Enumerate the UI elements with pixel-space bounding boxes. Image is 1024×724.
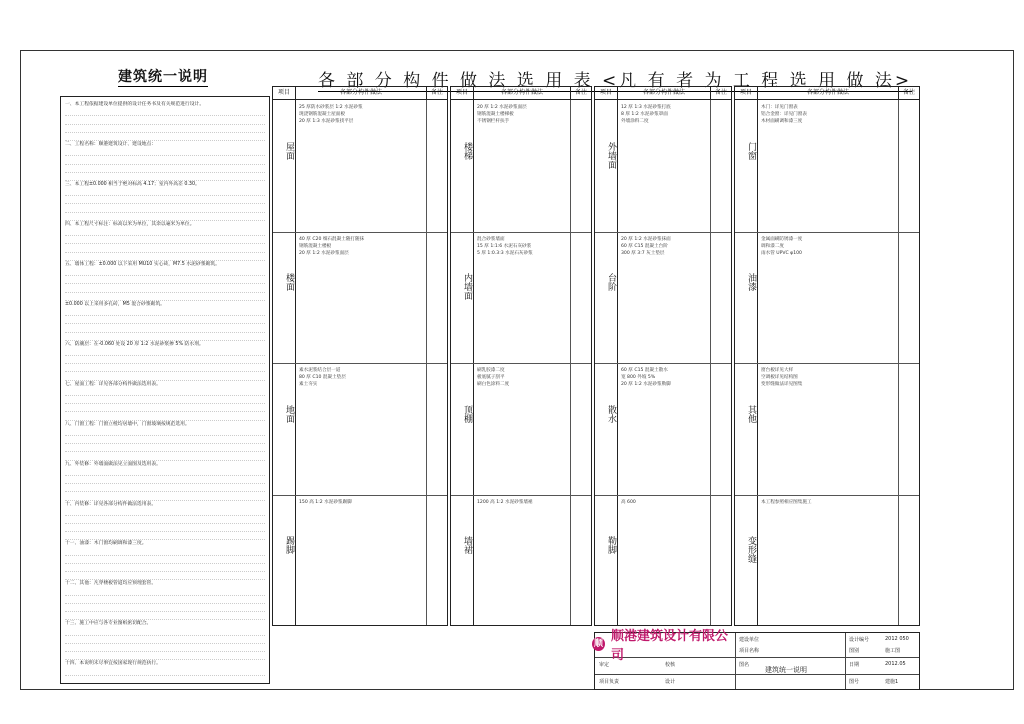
method-line: 20 厚 1:2 水泥砂浆面层 (299, 250, 349, 256)
method-line: 变形缝做法详见图集 (761, 382, 803, 387)
method-line: 12 厚 1:3 水泥砂浆打底 (621, 105, 671, 110)
note-line: 一、本工程依据建设单位提供的设计任务书及有关规范进行设计。 (65, 102, 205, 107)
method-table-column (734, 86, 920, 626)
method-line: 窗台板详见大样 (761, 368, 794, 373)
row-label: 变形缝 (746, 536, 756, 564)
method-line: 40 厚 C20 细石混凝土随打随抹 (299, 236, 365, 242)
method-line: 混合砂浆墙面 (477, 236, 505, 242)
row-label: 散水 (606, 404, 616, 423)
company-name (592, 629, 732, 663)
approve-label: 审定 (599, 662, 610, 668)
left-title: 建筑统一说明 (118, 66, 208, 87)
design-no-value: 2012 050 (885, 636, 909, 642)
row-label: 台阶 (606, 273, 616, 292)
column-header-item: 项目 (451, 87, 474, 99)
note-line: 十二、其他：凡穿楼板管道均应预埋套管。 (65, 581, 157, 587)
row-label: 楼面 (284, 273, 294, 292)
note-line: 十三、施工中应与各专业图纸密切配合。 (65, 621, 152, 627)
method-line: 板底腻子刮平 (477, 375, 505, 380)
note-line: 十一、油漆：木门窗均刷调和漆三度。 (65, 541, 147, 547)
column-header-method: 各部分构件做法 (758, 87, 899, 99)
row-label: 地面 (284, 404, 294, 423)
column-header-method: 各部分构件做法 (618, 87, 712, 99)
column-header-method: 各部分构件做法 (296, 87, 427, 99)
drawing-value: 建筑统一说明 (765, 666, 807, 674)
method-line: 60 厚 C15 混凝土台阶 (621, 243, 668, 249)
method-line: 金属面刷防锈漆一度 (761, 236, 803, 242)
method-line: 刷白色涂料二度 (477, 382, 510, 387)
note-line: 八、门窗工程：门窗立樘均居墙中，门窗玻璃按规范选用。 (65, 421, 190, 427)
column-header-remark: 备注 (431, 89, 444, 96)
method-table-column (272, 86, 448, 626)
method-line: 25 厚防水砂浆层 1:2 水泥砂浆 (299, 105, 363, 110)
note-line: ±0.000 以上采用多孔砖，M5 混合砂浆砌筑。 (65, 301, 165, 307)
method-line: 1200 高 1:2 水泥砂浆墙裙 (477, 499, 533, 505)
method-line: 8 厚 1:2 水泥砂浆罩面 (621, 112, 668, 117)
row-label: 楼梯 (462, 141, 472, 160)
row-label: 门窗 (746, 141, 756, 160)
row-label: 内墙面 (462, 273, 472, 301)
note-line: 十四、本说明未尽事宜按国家现行规范执行。 (65, 661, 161, 667)
note-line: 二、工程名称：顺港建筑设计、建设地点： (65, 141, 157, 147)
check-label: 校核 (665, 662, 676, 668)
column-header-remark: 备注 (575, 89, 588, 96)
general-notes (60, 96, 270, 684)
method-line: 钢筋混凝土楼梯板 (477, 112, 514, 117)
date-label: 日期 (849, 662, 860, 668)
column-header-item: 项目 (273, 87, 296, 99)
design-no-label: 设计编号 (849, 637, 870, 643)
row-label: 油漆 (746, 273, 756, 292)
note-line: 五、墙体工程：±0.000 以下采用 MU10 实心砖，M7.5 水泥砂浆砌筑。 (65, 261, 220, 267)
method-line: 调和漆二度 (761, 243, 784, 249)
method-table-column (594, 86, 732, 626)
lead-label: 项目负责 (599, 679, 620, 685)
note-line: 四、本工程尺寸标注：标高以米为单位，其余以毫米为单位。 (65, 221, 195, 227)
method-line: 5 厚 1:0.3:3 水泥石灰砂浆 (477, 250, 533, 256)
method-line: 150 高 1:2 水泥砂浆踢脚 (299, 499, 352, 505)
method-line: 20 厚 1:2 水泥砂浆勒脚 (621, 382, 671, 387)
column-header-remark: 备注 (903, 89, 916, 96)
design-label: 设计 (665, 679, 676, 685)
row-label: 顶棚 (462, 404, 472, 423)
date-value: 2012.05 (885, 661, 906, 667)
phase-label: 图别 (849, 648, 860, 654)
company-label: 顺港建筑设计有限公司 (611, 629, 729, 663)
sheet-label: 图号 (849, 679, 860, 685)
note-line: 三、本工程±0.000 相当于绝对标高 4.17；室内外高差 0.30。 (65, 181, 200, 187)
method-line: 20 厚 1:2 水泥砂浆面层 (477, 105, 527, 110)
column-header-item: 项目 (595, 87, 618, 99)
drawing-label: 图名 (739, 662, 750, 668)
note-line: 九、外装修：外墙面做法见立面图及选用表。 (65, 461, 161, 467)
row-label: 屋面 (284, 141, 294, 160)
row-label: 勒脚 (606, 536, 616, 555)
method-line: 不锈钢栏杆扶手 (477, 119, 510, 124)
method-line: 素水泥浆结合层一道 (299, 368, 341, 373)
method-line: 高 600 (621, 499, 636, 505)
column-header-remark: 备注 (715, 89, 728, 96)
company-logo-icon: 顺 (592, 637, 605, 651)
row-label: 墙裙 (462, 536, 472, 555)
method-line: 20 厚 1:3 水泥砂浆找平层 (299, 119, 354, 124)
note-line: 六、防潮层：在-0.060 处设 20 厚 1:2 水泥砂浆掺 5% 防水剂。 (65, 341, 204, 347)
column-header-item: 项目 (735, 87, 758, 99)
note-line: 十、内装修：详见各部分构件做法选用表。 (65, 501, 157, 507)
method-line: 木材面刷调和漆三度 (761, 119, 803, 124)
method-line: 铝合金窗：详见门窗表 (761, 112, 807, 117)
method-line: 外墙涂料二度 (621, 119, 649, 124)
project-label: 项目名称 (739, 648, 760, 654)
method-line: 现浇钢筋混凝土屋面板 (299, 112, 345, 117)
phase-value: 施工图 (885, 648, 901, 654)
sheet-value: 建施1 (885, 679, 899, 685)
row-label: 其他 (746, 404, 756, 423)
method-line: 素土夯实 (299, 382, 318, 387)
method-line: 宽 800 外坡 5% (621, 375, 656, 380)
method-line: 木门：详见门窗表 (761, 105, 798, 110)
design-unit-label: 建设单位 (739, 637, 760, 643)
method-line: 60 厚 C15 混凝土散水 (621, 368, 668, 373)
method-line: 空调板详见结构图 (761, 375, 798, 380)
method-line: 300 厚 3:7 灰土垫层 (621, 250, 665, 256)
method-line: 刷乳胶漆二度 (477, 368, 505, 373)
note-line: 七、屋面工程：详见各部分构件做法选用表。 (65, 381, 161, 387)
method-table-column (450, 86, 592, 626)
main-title: 各 部 分 构 件 做 法 选 用 表 <凡 有 者 为 工 程 选 用 做 法> (318, 66, 912, 92)
method-line: 雨水管 UPVC φ100 (761, 250, 802, 256)
method-line: 钢筋混凝土楼板 (299, 243, 332, 249)
row-label: 踢脚 (284, 536, 294, 555)
column-header-method: 各部分构件做法 (474, 87, 572, 99)
method-line: 20 厚 1:2 水泥砂浆抹面 (621, 236, 671, 242)
method-line: 80 厚 C10 混凝土垫层 (299, 375, 346, 380)
method-line: 15 厚 1:1:6 水泥石灰砂浆 (477, 243, 532, 249)
row-label: 外墙面 (606, 141, 616, 169)
method-line: 本工程参照相应图集施工 (761, 499, 812, 505)
